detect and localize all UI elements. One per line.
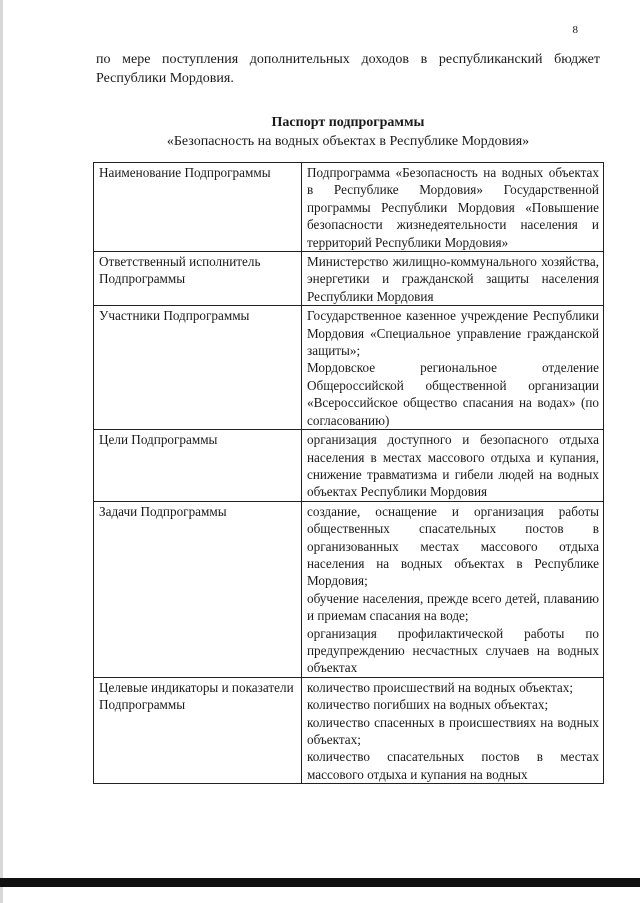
row-label: Наименование Подпрограммы <box>94 163 302 252</box>
table-row <box>94 430 604 502</box>
table-row <box>94 677 604 783</box>
row-value <box>302 252 604 306</box>
row-value <box>302 677 604 783</box>
value-paragraph: Мордовское региональное отделение Общероссийской общественной организации «Всероссийское общество спасания на водах» (по согласованию) <box>307 360 599 428</box>
row-label: Задачи Подпрограммы <box>94 501 302 677</box>
table-row <box>94 252 604 306</box>
intro-paragraph: по мере поступления дополнительных доходов в республиканский бюджет Республики Мордовия. <box>96 52 600 86</box>
passport-table <box>93 162 604 784</box>
page-number: 8 <box>572 24 578 36</box>
table-row <box>94 501 604 677</box>
scan-edge <box>0 0 3 903</box>
value-paragraph: организация профилактической работы по предупреждению несчастных случаев на водных объектах <box>307 625 599 676</box>
value-paragraph: количество спасенных в происшествиях на водных объектах; <box>307 714 599 747</box>
value-paragraph: Государственное казенное учреждение Республики Мордовия «Специальное управление гражданской защиты»; <box>307 308 599 359</box>
value-paragraph: количество происшествий на водных объектах; <box>307 679 573 695</box>
value-paragraph: количество спасательных постов в местах массового отдыха и купания на водных <box>307 749 599 782</box>
row-value <box>302 501 604 677</box>
value-paragraph: Министерство жилищно-коммунального хозяйства, энергетики и гражданской защиты населения Республики Мордовия <box>307 254 599 304</box>
value-paragraph: обучение населения, прежде всего детей, плаванию и приемам спасания на воде; <box>307 590 599 624</box>
table-row <box>94 306 604 430</box>
value-paragraph: организация доступного и безопасного отдыха населения в местах массового отдыха и купания, снижение травматизма и гибели людей на водных объектах Республики Мордовия <box>307 432 599 500</box>
row-label: Целевые индикаторы и показатели Подпрограммы <box>94 677 302 783</box>
value-paragraph: количество погибших на водных объектах; <box>307 697 549 713</box>
value-paragraph: Подпрограмма «Безопасность на водных объектах в Республике Мордовия» Государственной программы Республики Мордовия «Повышение безопасности жизнедеятельности населения и территорий Республики Мордовия» <box>307 165 599 250</box>
passport-table-body <box>94 163 604 784</box>
passport-subtitle: «Безопасность на водных объектах в Республике Мордовия» <box>166 134 530 149</box>
row-label: Участники Подпрограммы <box>94 306 302 430</box>
value-paragraph: создание, оснащение и организация работы общественных спасательных постов в организованных местах массового отдыха населения на водных объектах в Республике Мордовия; <box>307 503 599 589</box>
scan-bottom-bar <box>0 878 640 887</box>
table-row <box>94 163 604 252</box>
row-value <box>302 163 604 252</box>
row-value <box>302 306 604 430</box>
row-value <box>302 430 604 502</box>
passport-title: Паспорт подпрограммы <box>271 115 425 130</box>
row-label: Ответственный исполнитель Подпрограммы <box>94 252 302 306</box>
row-label: Цели Подпрограммы <box>94 430 302 502</box>
title-block <box>96 113 600 151</box>
